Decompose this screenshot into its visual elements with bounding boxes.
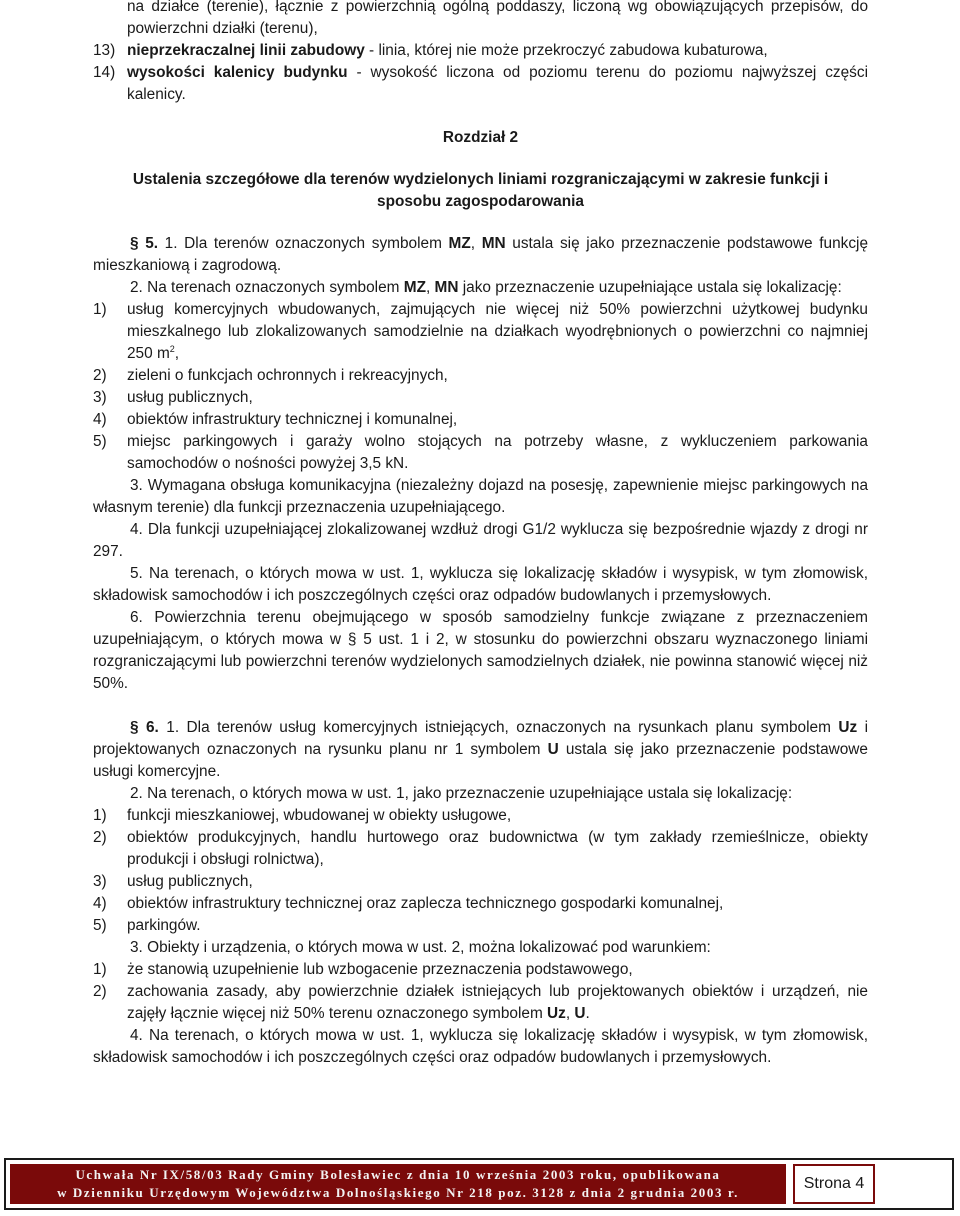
page-footer: [4, 1158, 954, 1210]
chapter-title: Rozdział 2: [442, 129, 519, 146]
item-text: usług publicznych,: [127, 873, 253, 890]
symbol-mn: MN: [434, 279, 459, 296]
item-number: 1): [93, 961, 107, 978]
item-number: 2): [93, 829, 107, 846]
item-number: 5): [93, 917, 107, 934]
symbol-mz: MZ: [448, 235, 471, 252]
item-number: 13): [93, 42, 116, 59]
item-text: zieleni o funkcjach ochronnych i rekreacyjnych,: [127, 367, 448, 384]
item-number: 3): [93, 873, 107, 890]
list-item: [93, 387, 868, 409]
document-page: [93, 0, 868, 1069]
chapter-subtitle: Ustalenia szczegółowe dla terenów wydzielonych liniami rozgraniczającymi w zakresie funkcji i sposobu zagospodarowania: [132, 171, 829, 210]
item-text: funkcji mieszkaniowej, wbudowanej w obiekty usługowe,: [127, 807, 512, 824]
section-5-paragraph-6: 6. Powierzchnia terenu obejmującego w sposób samodzielny funkcje związane z przeznaczeniem uzupełniającym, o których mowa w § 5 ust. 1 i 2, w stosunku do powierzchni obszaru wyznaczonego liniami rozgraniczającymi lub powierzchni terenów wydzielonych samodzielnych działek, nie powinna stanowić więcej niż 50%.: [93, 609, 868, 692]
separator: ,: [565, 1005, 575, 1022]
definition-item-13: [93, 40, 868, 62]
item-text: usług komercyjnych wbudowanych, zajmujących nie więcej niż 50% powierzchni użytkowej budynku mieszkalnego lub zlokalizowanych samodzielnie na działkach wyodrębnionych o powierzchni co najmniej 250 m: [127, 301, 868, 362]
item-text: obiektów infrastruktury technicznej oraz zaplecza technicznego gospodarki komunalnej,: [127, 895, 724, 912]
list-item: [93, 299, 868, 365]
section-mark: § 6.: [130, 719, 159, 736]
list-item: [93, 959, 868, 981]
section-6-paragraph-3: 3. Obiekty i urządzenia, o których mowa w ust. 2, można lokalizować pod warunkiem:: [130, 939, 711, 956]
item-text: usług publicznych,: [127, 389, 253, 406]
symbol-mn: MN: [481, 235, 506, 252]
item-number: 2): [93, 367, 107, 384]
paragraph-text: i projektowanych oznaczonych na rysunku planu nr 1 symbolem: [93, 719, 868, 758]
item-number: 4): [93, 895, 107, 912]
symbol-uz: Uz: [547, 1005, 566, 1022]
list-item: [93, 827, 868, 871]
item-text: .: [585, 1005, 590, 1022]
symbol-u: U: [574, 1005, 586, 1022]
continuation-text: na działce (terenie), łącznie z powierzchnią ogólną poddaszy, liczoną wg obowiązujących przepisów, do powierzchni działki (terenu),: [127, 0, 868, 37]
list-item: [93, 915, 868, 937]
list-item: [93, 431, 868, 475]
list-item: [93, 871, 868, 893]
list-item: [93, 409, 868, 431]
publication-info-band: [10, 1164, 786, 1204]
section-5-paragraph-1: [93, 233, 868, 277]
separator: ,: [470, 235, 482, 252]
item-number: 2): [93, 983, 107, 1000]
superscript: 2: [169, 343, 175, 354]
section-mark: § 5.: [130, 235, 159, 252]
section-5-paragraph-4: 4. Dla funkcji uzupełniającej zlokalizowanej wzdłuż drogi G1/2 wyklucza się bezpośrednie wjazdy z drogi nr 297.: [93, 521, 868, 560]
paragraph-text: 1. Dla terenów usług komercyjnych istniejących, oznaczonych na rysunkach planu symbolem: [158, 719, 839, 736]
item-text: parkingów.: [127, 917, 201, 934]
list-item: [93, 981, 868, 1025]
section-6-paragraph-2: 2. Na terenach, o których mowa w ust. 1, jako przeznaczenie uzupełniające ustala się lokalizację:: [130, 785, 793, 802]
symbol-u: U: [547, 741, 559, 758]
list-item: [93, 893, 868, 915]
item-text: obiektów produkcyjnych, handlu hurtowego oraz budownictwa (w tym zakłady rzemieślnicze, obiekty produkcji i obsługi rolnictwa),: [127, 829, 868, 868]
definition-item-14: [93, 62, 868, 106]
item-text: obiektów infrastruktury technicznej i komunalnej,: [127, 411, 458, 428]
term-bold: nieprzekraczalnej linii zabudowy: [127, 42, 365, 59]
paragraph-text: jako przeznaczenie uzupełniające ustala się lokalizację:: [458, 279, 842, 296]
paragraph-text: ustala się jako przeznaczenie podstawowe funkcję mieszkaniową i zagrodową.: [93, 235, 868, 274]
item-text: że stanowią uzupełnienie lub wzbogacenie przeznaczenia podstawowego,: [127, 961, 633, 978]
page-number: Strona 4: [793, 1164, 875, 1204]
symbol-mz: MZ: [403, 279, 426, 296]
item-number: 14): [93, 64, 116, 81]
definition-text: - wysokość liczona od poziomu terenu do poziomu najwyższej części kalenicy.: [127, 64, 868, 103]
item-number: 1): [93, 301, 107, 318]
separator: ,: [425, 279, 435, 296]
item-text: zachowania zasady, aby powierzchnie działek istniejących lub projektowanych obiektów i urządzeń, nie zajęły łącznie więcej niż 50% terenu oznaczonego symbolem: [127, 983, 868, 1022]
paragraph-text: ustala się jako przeznaczenie podstawowe usługi komercyjne.: [93, 741, 868, 780]
item-number: 3): [93, 389, 107, 406]
term-bold: wysokości kalenicy budynku: [127, 64, 348, 81]
section-5-paragraph-5: 5. Na terenach, o których mowa w ust. 1, wyklucza się lokalizację składów i wysypisk, w tym złomowisk, składowisk samochodów i ich poszczególnych części oraz odpadów budowlanych i przemysłowych.: [93, 565, 868, 604]
item-number: 5): [93, 433, 107, 450]
symbol-uz: Uz: [838, 719, 858, 736]
section-6-paragraph-4: 4. Na terenach, o których mowa w ust. 1, wyklucza się lokalizację składów i wysypisk, w tym złomowisk, składowisk samochodów i ich poszczególnych części oraz odpadów budowlanych i przemysłowych.: [93, 1027, 868, 1066]
item-text: miejsc parkingowych i garaży wolno stojących na potrzeby własne, z wykluczeniem parkowania samochodów o nośności powyżej 3,5 kN.: [127, 433, 868, 472]
section-6-paragraph-1: [93, 717, 868, 783]
list-item: [93, 805, 868, 827]
section-5-paragraph-3: 3. Wymagana obsługa komunikacyjna (niezależny dojazd na posesję, zapewnienie miejsc parkingowych na własnym terenie) dla funkcji przeznaczenia uzupełniającego.: [93, 477, 868, 516]
item-number: 4): [93, 411, 107, 428]
paragraph-text: 1. Dla terenów oznaczonych symbolem: [158, 235, 449, 252]
publication-line-1: Uchwała Nr IX/58/03 Rady Gminy Bolesławiec z dnia 10 września 2003 roku, opublikowana: [75, 1167, 721, 1182]
publication-line-2: w Dzienniku Urzędowym Województwa Dolnośląskiego Nr 218 poz. 3128 z dnia 2 grudnia 2003 r.: [57, 1185, 739, 1200]
item-number: 1): [93, 807, 107, 824]
definition-text: - linia, której nie może przekroczyć zabudowa kubaturowa,: [364, 42, 768, 59]
paragraph-text: 2. Na terenach oznaczonych symbolem: [130, 279, 404, 296]
item-text: ,: [174, 345, 180, 362]
list-item: [93, 365, 868, 387]
section-5-paragraph-2: [93, 277, 868, 299]
